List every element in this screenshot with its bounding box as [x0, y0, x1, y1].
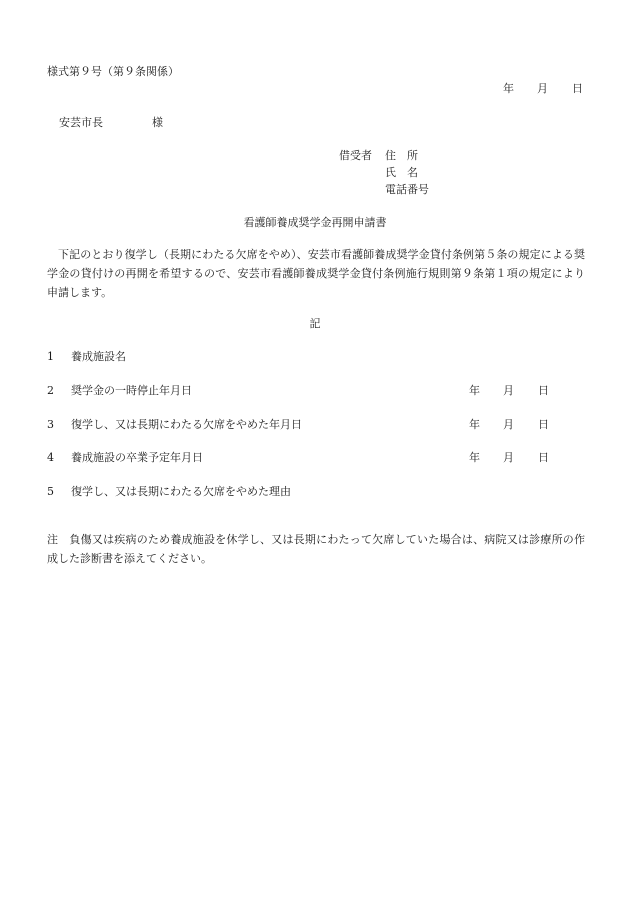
date-month-label: 月: [537, 82, 548, 95]
item-year-label: 年: [469, 418, 480, 431]
item-year-label: 年: [469, 451, 480, 464]
date-day-label: 日: [572, 82, 583, 95]
applicant-phone-label: 電話番号: [385, 183, 429, 196]
item-month-label: 月: [503, 451, 514, 464]
item-day-label: 日: [538, 418, 549, 431]
item-day-label: 日: [538, 384, 549, 397]
item-number: 2: [47, 384, 54, 397]
ki-heading: 記: [309, 317, 321, 330]
form-number: 様式第９号（第９条関係）: [47, 65, 179, 78]
body-paragraph: 下記のとおり復学し（長期にわたる欠席をやめ）、安芸市看護師養成奨学金貸付条例第５条の規定による奨学金の貸付けの再開を希望するので、安芸市看護師養成奨学金貸付条例施行規則第９条第１項の規定により申請します。: [47, 248, 585, 299]
item-label: 養成施設名: [71, 350, 126, 363]
item-label: 奨学金の一時停止年月日: [71, 384, 192, 397]
item-month-label: 月: [503, 384, 514, 397]
item-number: 5: [47, 485, 54, 498]
item-label: 復学し、又は長期にわたる欠席をやめた年月日: [71, 418, 302, 431]
addressee-name: 安芸市長: [59, 116, 103, 129]
document-title: 看護師養成奨学金再開申請書: [243, 216, 387, 229]
item-year-label: 年: [469, 384, 480, 397]
addressee-honorific: 様: [152, 116, 163, 129]
date-year-label: 年: [503, 82, 514, 95]
applicant-name-label: 氏 名: [385, 166, 418, 179]
applicant-address-label: 住 所: [385, 149, 418, 162]
item-label: 養成施設の卒業予定年月日: [71, 451, 203, 464]
applicant-role: 借受者: [339, 149, 372, 162]
item-number: 3: [47, 418, 54, 431]
item-number: 1: [47, 350, 54, 363]
item-month-label: 月: [503, 418, 514, 431]
item-day-label: 日: [538, 451, 549, 464]
item-label: 復学し、又は長期にわたる欠席をやめた理由: [71, 485, 291, 498]
item-number: 4: [47, 451, 54, 464]
note-paragraph: 注 負傷又は疾病のため養成施設を休学し、又は長期にわたって欠席していた場合は、病院又は診療所の作成した診断書を添えてください。: [47, 533, 585, 565]
